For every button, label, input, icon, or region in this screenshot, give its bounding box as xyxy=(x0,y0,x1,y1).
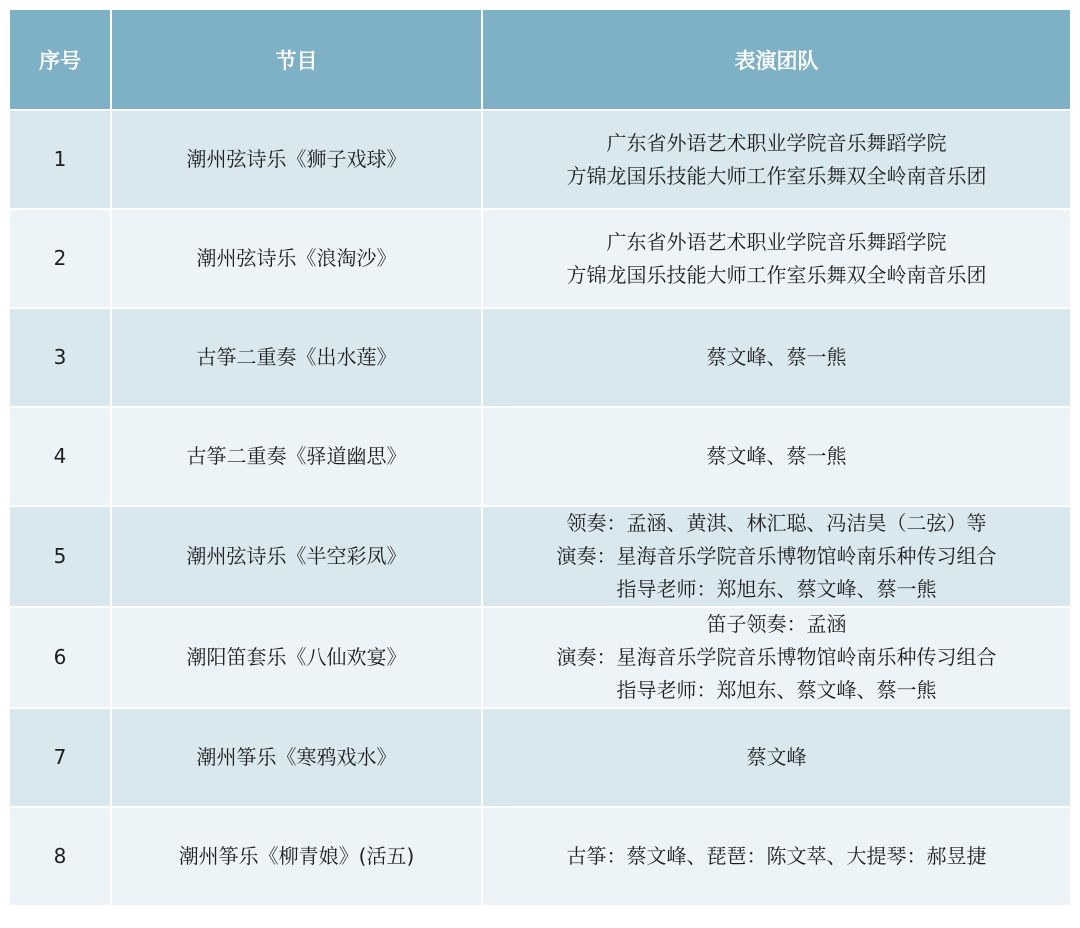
team-line: 笛子领奏：孟涵 xyxy=(706,612,847,636)
table-row xyxy=(10,608,1070,709)
team-line: 指导老师：郑旭东、蔡文峰、蔡一熊 xyxy=(616,678,937,702)
cell-number: 5 xyxy=(10,507,112,608)
cell-number: 1 xyxy=(10,111,112,210)
cell-number: 7 xyxy=(10,709,112,808)
cell-number: 3 xyxy=(10,309,112,408)
cell-program: 潮阳笛套乐《八仙欢宴》 xyxy=(112,608,483,709)
cell-program: 古筝二重奏《出水莲》 xyxy=(112,309,483,408)
cell-team xyxy=(483,507,1070,608)
team-line: 广东省外语艺术职业学院音乐舞蹈学院 xyxy=(606,229,947,254)
cell-team xyxy=(483,210,1070,309)
cell-program: 潮州筝乐《寒鸦戏水》 xyxy=(112,709,483,808)
cell-number: 6 xyxy=(10,608,112,709)
table-header-row xyxy=(10,10,1070,111)
table-row xyxy=(10,507,1070,608)
team-line: 领奏：孟涵、黄淇、林汇聪、冯洁昊（二弦）等 xyxy=(566,511,987,535)
team-line: 古筝：蔡文峰、琵琶：陈文萃、大提琴：郝昱捷 xyxy=(566,844,987,868)
cell-program: 潮州弦诗乐《浪淘沙》 xyxy=(112,210,483,309)
cell-number: 4 xyxy=(10,408,112,507)
team-line: 蔡文峰 xyxy=(746,745,807,769)
table-row xyxy=(10,709,1070,808)
header-program: 节目 xyxy=(112,10,483,111)
cell-program: 潮州弦诗乐《半空彩凤》 xyxy=(112,507,483,608)
table-row xyxy=(10,309,1070,408)
team-line: 方锦龙国乐技能大师工作室乐舞双全岭南音乐团 xyxy=(566,262,987,287)
table-row xyxy=(10,210,1070,309)
team-line: 方锦龙国乐技能大师工作室乐舞双全岭南音乐团 xyxy=(566,163,987,188)
table-row xyxy=(10,808,1070,907)
program-table-container xyxy=(10,10,1070,907)
cell-team xyxy=(483,709,1070,808)
cell-team xyxy=(483,309,1070,408)
cell-number: 2 xyxy=(10,210,112,309)
cell-program: 古筝二重奏《驿道幽思》 xyxy=(112,408,483,507)
cell-program: 潮州筝乐《柳青娘》(活五) xyxy=(112,808,483,907)
team-line: 指导老师：郑旭东、蔡文峰、蔡一熊 xyxy=(616,577,937,601)
table-row xyxy=(10,408,1070,507)
table-row xyxy=(10,111,1070,210)
team-line: 蔡文峰、蔡一熊 xyxy=(706,444,847,468)
cell-number: 8 xyxy=(10,808,112,907)
team-line: 演奏：星海音乐学院音乐博物馆岭南乐种传习组合 xyxy=(556,645,997,669)
team-line: 广东省外语艺术职业学院音乐舞蹈学院 xyxy=(606,130,947,155)
header-team: 表演团队 xyxy=(483,10,1070,111)
cell-team xyxy=(483,608,1070,709)
cell-team xyxy=(483,808,1070,907)
cell-team xyxy=(483,408,1070,507)
team-line: 演奏：星海音乐学院音乐博物馆岭南乐种传习组合 xyxy=(556,544,997,568)
cell-team xyxy=(483,111,1070,210)
program-table xyxy=(10,10,1070,907)
header-number: 序号 xyxy=(10,10,112,111)
team-line: 蔡文峰、蔡一熊 xyxy=(706,345,847,369)
cell-program: 潮州弦诗乐《狮子戏球》 xyxy=(112,111,483,210)
